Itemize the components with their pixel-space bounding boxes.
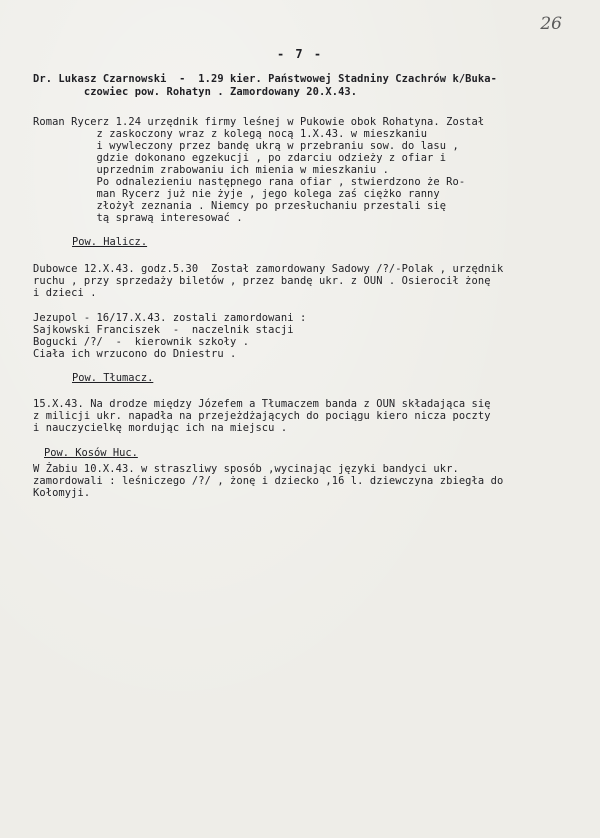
section-line: W Żabiu 10.X.43. w straszliwy sposób ,wycinając języki bandyci ukr. [33, 463, 459, 475]
handwritten-page-number: 26 [540, 14, 562, 34]
section-heading: Pow. Kosów Huc. [44, 447, 138, 459]
section-heading: Pow. Tłumacz. [72, 372, 154, 384]
entry-line: Dr. Lukasz Czarnowski - 1.29 kier. Państwowej Stadniny Czachrów k/Buka- [33, 73, 497, 85]
entry-line: man Rycerz już nie żyje , jego kolega zaś ciężko ranny [33, 188, 440, 200]
section-line: i dzieci . [33, 287, 97, 299]
typed-page-number: - 7 - [276, 47, 324, 61]
section-line: i nauczycielkę mordując ich na miejscu . [33, 422, 288, 434]
entry-line: tą sprawą interesować . [33, 212, 243, 224]
entry-line: i wywleczony przez bandę ukrą w przebraniu sow. do lasu , [33, 140, 459, 152]
section-line: ruchu , przy sprzedaży biletów , przez bandę ukr. z OUN . Osierocił żonę [33, 275, 491, 287]
entry-line: czowiec pow. Rohatyn . Zamordowany 20.X.43. [33, 86, 358, 98]
entry-line: Po odnalezieniu następnego rana ofiar , stwierdzono że Ro- [33, 176, 466, 188]
section-line: Kołomyji. [33, 487, 91, 499]
section-line: Ciała ich wrzucono do Dniestru . [33, 348, 237, 360]
section-line: Bogucki /?/ - kierownik szkoły . [33, 336, 250, 348]
section-line: z milicji ukr. napadła na przejeżdżających do pociągu kiero nicza poczty [33, 410, 491, 422]
section-line: Dubowce 12.X.43. godz.5.30 Został zamordowany Sadowy /?/-Polak , urzędnik [33, 263, 504, 275]
entry-line: uprzednim zrabowaniu ich mienia w mieszkaniu . [33, 164, 389, 176]
section-line: 15.X.43. Na drodze między Józefem a Tłumaczem banda z OUN składająca się [33, 398, 491, 410]
entry-line: Roman Rycerz 1.24 urzędnik firmy leśnej w Pukowie obok Rohatyna. Został [33, 116, 485, 128]
entry-line: gdzie dokonano egzekucji , po zdarciu odzieży z ofiar i [33, 152, 447, 164]
section-line: zamordowali : leśniczego /?/ , żonę i dziecko ,16 l. dziewczyna zbiegła do [33, 475, 504, 487]
section-heading: Pow. Halicz. [72, 236, 148, 248]
section-line: Jezupol - 16/17.X.43. zostali zamordowani : [33, 312, 307, 324]
entry-line: z zaskoczony wraz z kolegą nocą 1.X.43. w mieszkaniu [33, 128, 428, 140]
entry-line: złożył zeznania . Niemcy po przesłuchaniu przestali się [33, 200, 447, 212]
section-line: Sajkowski Franciszek - naczelnik stacji [33, 324, 294, 336]
